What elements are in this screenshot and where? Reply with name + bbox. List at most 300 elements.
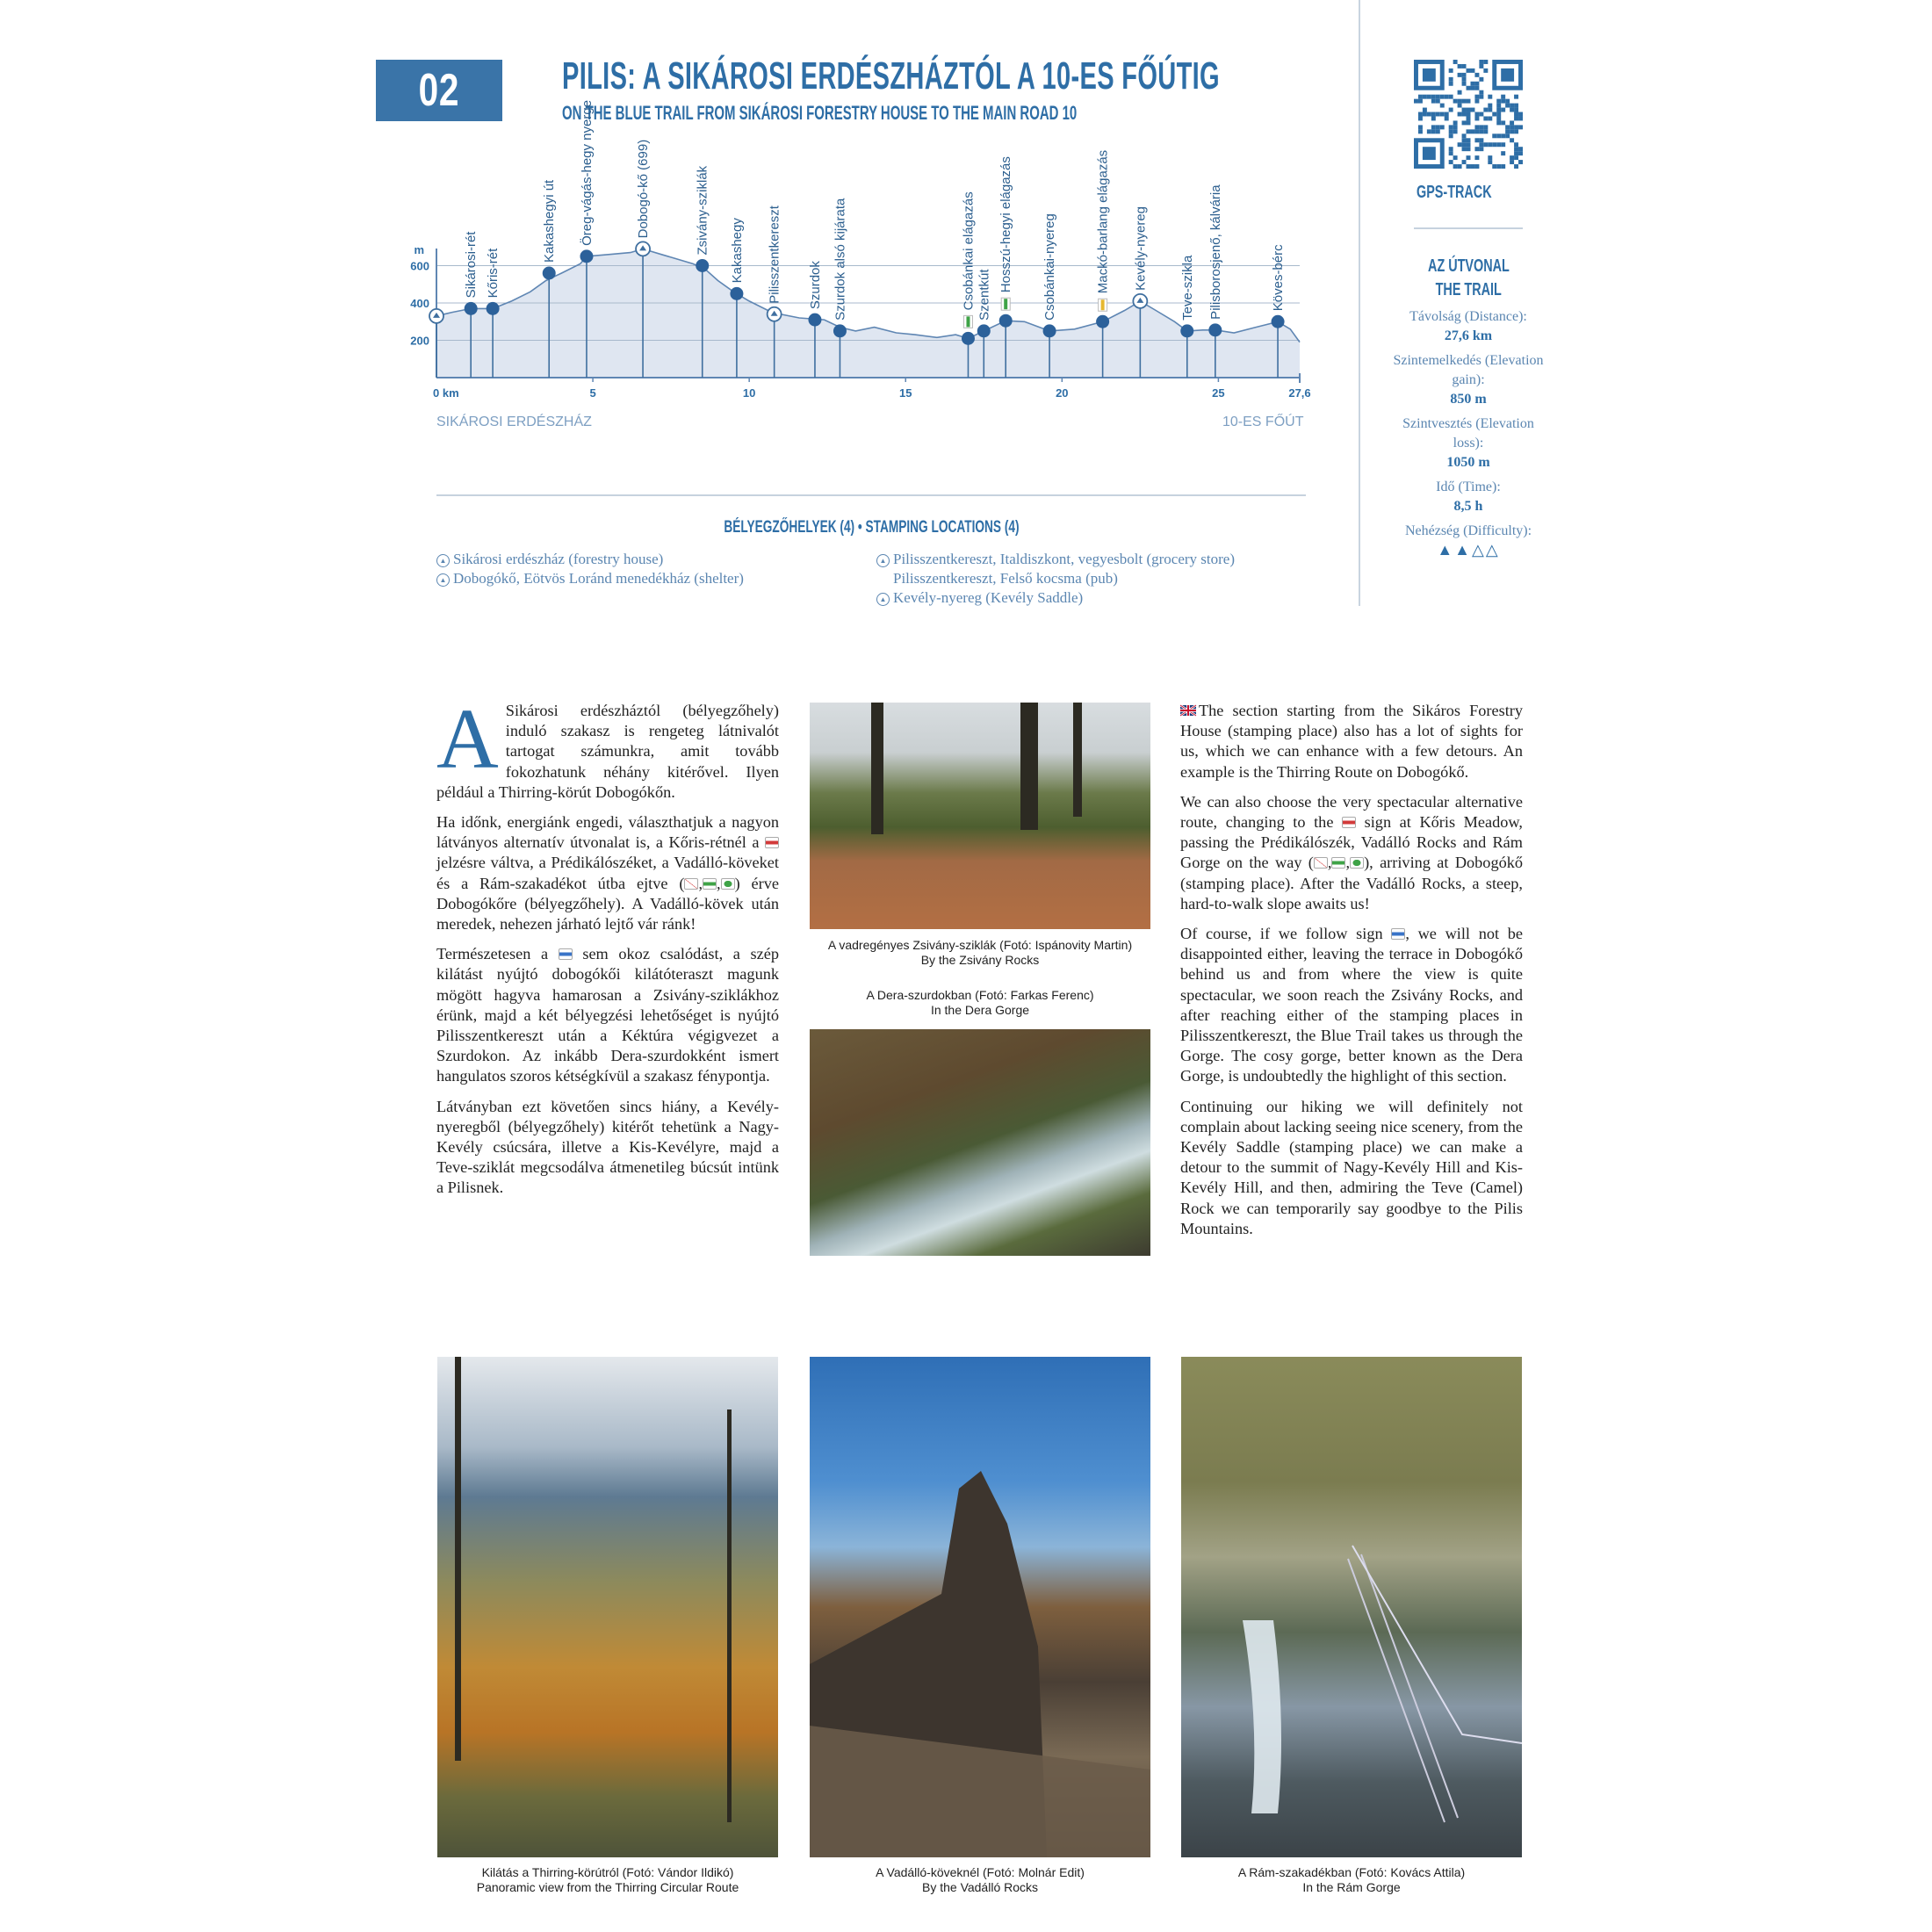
photo-caption [810,1865,1150,1895]
qr-module [1501,108,1505,112]
qr-module [1423,147,1436,160]
caption-en: Panoramic view from the Thirring Circular Route [476,1880,739,1894]
qr-module [1418,129,1423,133]
photo-vadallo-rocks [810,1357,1150,1857]
qr-module [1474,138,1479,142]
waypoint-label: Hosszú-hegyi elágazás [998,156,1014,293]
qr-module [1462,64,1467,68]
qr-module [1510,120,1514,125]
qr-module [1467,129,1471,133]
difficulty-filled-icon: ▲ [1454,541,1472,559]
qr-module [1492,164,1496,169]
qr-module [1458,104,1462,108]
qr-module [1467,112,1471,117]
waypoint-label: Szurdok [807,261,823,310]
qr-module [1474,155,1479,160]
qr-module [1467,147,1471,151]
elevation-area [436,249,1300,378]
paragraph-text: Látványban ezt követően sincs hiány, a Kevély-nyeregből (bélyegzőhely) kitérőt tehetünk a Nagy-Kevély csúcsára, illetve a Kis-Kevélyre, majd a Teve-sziklát megcsodálva átmenetileg búcsút intünk a Pilisnek. [436,1097,779,1197]
qr-module [1514,129,1518,133]
qr-module [1462,142,1467,147]
qr-module [1514,155,1518,160]
qr-module [1423,112,1427,117]
qr-module [1462,77,1467,82]
qr-module [1458,99,1462,104]
qr-module [1470,86,1474,90]
stamping-heading [436,518,1306,537]
qr-module [1431,125,1436,129]
photo-detail [1020,703,1038,830]
qr-module [1440,125,1445,129]
green-square-sign-icon [1350,857,1364,869]
qr-module [1423,108,1427,112]
qr-module [1496,116,1501,120]
qr-module [1514,112,1518,117]
qr-module [1470,68,1474,73]
qr-module [1496,164,1501,169]
qr-module [1514,125,1518,129]
qr-module [1418,95,1423,99]
chart-end-label: 10-ES FŐÚT [1222,415,1304,429]
qr-module [1501,142,1505,147]
waypoint-marker [696,259,709,272]
qr-module [1505,104,1510,108]
qr-module [1436,129,1440,133]
difficulty-empty-icon: △ [1485,541,1500,559]
qr-module [1423,95,1427,99]
paragraph [436,944,779,1086]
stamping-list-left [436,550,744,588]
qr-module [1518,112,1523,117]
qr-module [1510,108,1514,112]
paragraph: We can also choose the very spectacular alternative route, changing to the sign at Kőris Meadow, passing the Prédikálószék, Vadálló Rocks and Rám Gorge on the way ( , , ), arriving at Dobogókő (stamping place). After the Vadálló Rocks, a steep, hard-to-walk slope awaits us! [1180,792,1524,912]
qr-module [1474,112,1479,117]
qr-module [1449,147,1453,151]
qr-module [1470,108,1474,112]
waypoint-label: Pilisborosjenő, kálvária [1208,184,1223,320]
paragraph-text: ) érve Dobogókőre (bélyegzőhely). A Vadálló-kövek után meredek, nehezen járható lejtő vár ránk! [436,874,779,934]
qr-module [1467,86,1471,90]
qr-module [1458,142,1462,147]
paragraph-text: sem okoz csalódást, a szép kilátást nyújtó dobogókői kilátóteraszt magunk mögött hagyva hamarosan a Zsivány-sziklákhoz érünk, majd a két bélyegzési lehetőséget is nyújtó Pilisszentkereszt után a Kéktúra végigvezet a Szurdokon. Az inkább Dera-szurdokként ismert hangulatos szoros kétségkívül a szakasz fénypontja. [436,945,779,1085]
qr-module [1510,125,1514,129]
qr-module [1418,125,1423,129]
qr-module [1505,125,1510,129]
qr-module [1436,125,1440,129]
y-tick-label: 200 [410,334,429,348]
photo-zsivany-rocks [810,703,1150,929]
qr-module [1492,112,1496,117]
qr-module [1453,99,1458,104]
paragraph [436,1097,779,1199]
qr-module [1518,116,1523,120]
stamp-icon: ▲ [436,573,450,587]
x-tick-label: 15 [899,386,912,400]
qr-module [1501,68,1514,82]
qr-module [1514,142,1518,147]
qr-module [1496,120,1501,125]
stamping-location [876,550,1235,569]
qr-module [1496,108,1501,112]
trail-heading-hu-text: AZ ÚTVONAL [1427,256,1510,276]
qr-module [1467,155,1471,160]
paragraph-text: Continuing our hiking we will definitely not complain about lacking seeing nice scenery, from the Kevély Saddle (stamping place) we can make a detour to the summit of Nagy-Kevély Hill and Kis-Kevély Hill, and then, admiring the Teve (Camel) Rock we can temporarily say goodbye to the Pilis Mountains. [1180,1097,1523,1237]
qr-module [1514,104,1518,108]
qr-module [1510,155,1514,160]
stat-elevation-loss [1393,415,1544,472]
qr-module [1479,95,1483,99]
waypoint-label: Mackó-barlang elágazás [1095,149,1111,294]
stamping-location [436,550,744,569]
waterfall-ladder-detail [1181,1357,1522,1857]
qr-module [1467,142,1471,147]
waypoint-label: Szurdok alsó kijárata [833,198,848,321]
qr-module [1449,125,1453,129]
qr-module [1453,60,1458,64]
paragraph [1180,701,1523,782]
red-triangle-sign-icon [1314,857,1328,869]
qr-module [1514,116,1518,120]
qr-module [1445,116,1449,120]
trail-stats [1393,255,1544,559]
trail-sign-stripe [1101,299,1105,310]
paragraph-text: Ha időnk, energiánk engedi, választhatjuk a nagyon látványos alternatív útvonalat is, a Kőris-rétnél a [436,813,779,852]
qr-module [1449,151,1453,155]
photo-caption [810,988,1150,1018]
stat-label: Szintvesztés (Elevation loss): [1402,416,1534,451]
qr-module [1440,104,1445,108]
paragraph [1180,924,1523,1087]
qr-module [1423,68,1436,82]
qr-code-icon[interactable] [1414,60,1523,169]
qr-module [1496,99,1501,104]
body-text-english [1180,701,1523,1249]
qr-module [1449,68,1453,73]
waypoint-label: Pilisszentkereszt [767,205,782,304]
difficulty-rating [1393,541,1544,559]
stat-time [1393,478,1544,516]
trail-sign-stripe [1004,299,1007,309]
qr-module [1467,68,1471,73]
qr-module [1474,95,1479,99]
qr-module [1431,112,1436,117]
qr-module [1514,95,1518,99]
gps-track-text: GPS-TRACK [1416,183,1492,202]
qr-module [1453,129,1458,133]
x-tick-label: 0 km [433,386,459,400]
qr-module [1488,104,1492,108]
waypoint-marker [730,287,743,300]
x-tick-label: 5 [589,386,596,400]
qr-module [1418,112,1423,117]
qr-module [1479,142,1483,147]
y-tick-label: 600 [410,259,429,273]
qr-module [1483,129,1488,133]
difficulty-label: Nehézség (Difficulty): [1404,523,1532,538]
qr-module [1462,147,1467,151]
qr-module [1479,125,1483,129]
waypoint-marker [1180,324,1193,337]
waypoint-label: Öreg-vágás-hegy nyerge [579,99,595,246]
stamping-location-text: Kevély-nyereg (Kevély Saddle) [893,589,1084,606]
waypoint-label: Dobogó-kő (699) [636,139,652,239]
waypoint-label: Szentkút [977,269,992,321]
caption-en: By the Zsivány Rocks [920,953,1040,967]
stamping-list-right [876,550,1235,608]
photo-detail [455,1357,461,1761]
qr-module [1453,125,1458,129]
qr-module [1505,99,1510,104]
qr-module [1492,142,1496,147]
stamping-location [436,569,744,588]
green-square-sign-icon [721,878,735,890]
qr-module [1458,73,1462,77]
qr-module [1518,147,1523,151]
waypoint-label: Kakashegy [729,218,745,284]
red-trail-sign-icon [765,837,779,848]
qr-module [1449,129,1453,133]
route-number: 02 [418,65,460,116]
stamping-location-text: Pilisszentkereszt, Italdiszkont, vegyesbolt (grocery store) [893,551,1235,567]
qr-module [1474,86,1479,90]
qr-module [1467,116,1471,120]
qr-module [1488,155,1492,160]
x-tick-label: 25 [1212,386,1225,400]
qr-module [1474,164,1479,169]
qr-module [1479,90,1483,95]
qr-module [1474,125,1479,129]
qr-module [1505,133,1510,138]
paragraph-text: Of course, if we follow sign [1180,925,1392,943]
qr-module [1440,95,1445,99]
qr-module [1467,164,1471,169]
qr-module [1427,112,1431,117]
qr-module [1458,90,1462,95]
qr-module [1431,116,1436,120]
qr-module [1474,99,1479,104]
qr-module [1427,95,1431,99]
qr-module [1467,120,1471,125]
body-text-hungarian [436,692,779,1208]
caption-hu: A Vadálló-köveknél (Fotó: Molnár Edit) [876,1865,1085,1879]
trail-heading-en [1393,278,1544,302]
stamping-location [876,588,1235,608]
qr-module [1479,77,1483,82]
qr-module [1514,164,1518,169]
qr-module [1462,138,1467,142]
qr-module [1474,129,1479,133]
qr-module [1479,138,1483,142]
qr-module [1492,133,1496,138]
qr-module [1479,64,1483,68]
difficulty-empty-icon: △ [1471,541,1486,559]
qr-module [1418,99,1423,104]
caption-hu: Kilátás a Thirring-körútról (Fotó: Vándor Ildikó) [481,1865,734,1879]
qr-module [1518,125,1523,129]
waypoint-label: Kakashegyi út [542,179,558,263]
photo-caption [437,1865,778,1895]
qr-module [1467,108,1471,112]
qr-module [1488,95,1492,99]
qr-module [1483,125,1488,129]
qr-module [1488,142,1492,147]
qr-module [1462,108,1467,112]
red-triangle-sign-icon [684,878,698,890]
qr-module [1418,116,1423,120]
caption-en: In the Rám Gorge [1302,1880,1401,1894]
blue-trail-sign-icon [559,948,573,960]
qr-module [1453,164,1458,169]
qr-module [1474,116,1479,120]
waypoint-marker [1272,315,1285,328]
uk-flag-icon [1180,705,1196,716]
waypoint-marker [962,332,975,345]
stamping-location-text: Sikárosi erdészház (forestry house) [453,551,664,567]
qr-module [1483,60,1488,64]
qr-module [1462,160,1467,164]
waypoint-label: Kevély-nyereg [1133,205,1149,291]
stamp-icon: ▲ [436,554,450,567]
stat-label: Idő (Time): [1436,479,1501,494]
waypoint-marker [977,324,991,337]
qr-module [1449,77,1453,82]
paragraph [436,692,779,803]
photo-detail [1073,703,1082,817]
paragraph-text: The section starting from the Sikáros Forestry House (stamping place) also has a lot of sights for us, which we can enhance with a few detours. An example is the Thirring Route on Dobogókő. [1180,702,1523,781]
photo-caption [810,938,1150,968]
qr-module [1514,108,1518,112]
gps-track-label [1396,183,1540,203]
qr-module [1501,151,1505,155]
qr-module [1467,138,1471,142]
stamping-location-text: Dobogókő, Eötvös Loránd menedékház (shelter) [453,570,744,587]
red-trail-sign-icon [1342,817,1356,828]
qr-module [1501,133,1505,138]
caption-en: In the Dera Gorge [930,1003,1030,1017]
waypoint-marker [1043,324,1056,337]
qr-module [1510,104,1514,108]
trail-sign-stripe [966,316,970,327]
qr-module [1501,164,1505,169]
stat-value: 27,6 km [1444,328,1493,343]
waypoint-marker [808,314,821,327]
qr-module [1449,95,1453,99]
qr-module [1453,155,1458,160]
waypoint-marker [543,267,556,280]
qr-module [1483,108,1488,112]
qr-module [1479,129,1483,133]
qr-module [1427,129,1431,133]
rock-spire-detail [810,1357,1150,1857]
qr-module [1518,151,1523,155]
waypoint-label: Sikárosi-rét [464,231,479,299]
qr-module [1440,112,1445,117]
stat-value: 8,5 h [1453,499,1483,514]
stamping-heading-text: BÉLYEGZŐHELYEK (4) • STAMPING LOCATIONS (4) [723,518,1020,537]
stat-value: 850 m [1450,392,1487,407]
qr-module [1462,73,1467,77]
waypoint-marker [1096,315,1109,328]
qr-module [1483,142,1488,147]
qr-module [1462,120,1467,125]
qr-module [1449,160,1453,164]
qr-module [1436,112,1440,117]
qr-module [1488,160,1492,164]
green-trail-sign-icon [1331,857,1345,869]
qr-module [1414,99,1418,104]
qr-module [1501,95,1505,99]
paragraph-text: jelzésre váltva, a Prédikálószéket, a Vadálló-köveket és a Rám-szakadékot útba ejtve ( [436,854,779,892]
qr-module [1496,112,1501,117]
qr-module [1514,151,1518,155]
trail-heading-hu [1393,255,1544,278]
photo-detail [727,1409,732,1822]
stat-value: 1050 m [1446,455,1490,470]
waypoint-marker [465,302,478,315]
waypoint-label: Zsivány-sziklák [695,165,710,256]
sidebar-rule [1414,227,1523,229]
qr-module [1514,147,1518,151]
drop-cap: A [436,692,499,787]
qr-module [1474,82,1479,86]
caption-en: By the Vadálló Rocks [921,1880,1039,1894]
sidebar-divider [1359,0,1360,606]
waypoint-label: Csobánkai-nyereg [1042,213,1058,321]
y-axis-unit: m [414,243,424,256]
difficulty-filled-icon: ▲ [1437,541,1455,559]
qr-module [1462,133,1467,138]
green-trail-sign-icon [703,878,717,890]
qr-module [1431,129,1436,133]
stamping-location [876,569,1235,588]
page-title: PILIS: A SIKÁROSI ERDÉSZHÁZTÓL A 10-ES FŐÚTIG [562,54,1220,97]
qr-module [1436,95,1440,99]
waypoint-label: Kőris-rét [486,248,501,299]
qr-module [1510,138,1514,142]
stamping-location-text: Pilisszentkereszt, Felső kocsma (pub) [893,570,1118,587]
qr-module [1496,133,1501,138]
caption-hu: A vadregényes Zsivány-sziklák (Fotó: Ispánovity Martin) [827,938,1133,952]
qr-module [1436,99,1440,104]
qr-module [1518,160,1523,164]
paragraph-text: Természetesen a [436,945,559,963]
qr-module [1449,82,1453,86]
x-tick-label: 27,6 [1288,386,1311,400]
paragraph-text: We can also choose the very spectacular alternative route, changing to the [1180,792,1523,832]
paragraph-text: ), arriving at Dobogókő (stamping place). After the Vadálló Rocks, a steep, hard-to-walk slope awaits us! [1180,854,1524,912]
waypoint-label: Köves-bérc [1271,244,1287,312]
qr-module [1453,120,1458,125]
qr-module [1479,112,1483,117]
qr-module [1501,99,1505,104]
paragraph [1180,1097,1523,1239]
qr-module [1462,112,1467,117]
qr-module [1449,133,1453,138]
stamp-icon: ▲ [876,593,890,606]
waypoint-marker [999,314,1013,328]
waypoint-label: Teve-szikla [1179,255,1195,321]
qr-module [1470,164,1474,169]
paragraph-text: sign at Kőris Meadow, passing the Prédikálószék, Vadálló Rocks and Rám Gorge on the way ( [1180,813,1523,872]
qr-module [1458,164,1462,169]
photo-ram-gorge [1181,1357,1522,1857]
blue-trail-sign-icon [1391,928,1405,940]
stat-label: Szintemelkedés (Elevation gain): [1393,353,1544,387]
qr-module [1431,99,1436,104]
paragraph-text: , we will not be disappointed either, leaving the terrace in Dobogókő behind us and from where the view is quite spectacular, we soon reach the Zsivány Rocks, and after reaching either of the stamping places in Pilisszentkereszt, the Blue Trail takes us through the Gorge. The cosy gorge, better known as the Dera Gorge, is undoubtedly the highlight of this section. [1180,925,1523,1085]
caption-hu: A Rám-szakadékban (Fotó: Kovács Attila) [1237,1865,1466,1879]
photo-dera-gorge [810,1029,1150,1256]
